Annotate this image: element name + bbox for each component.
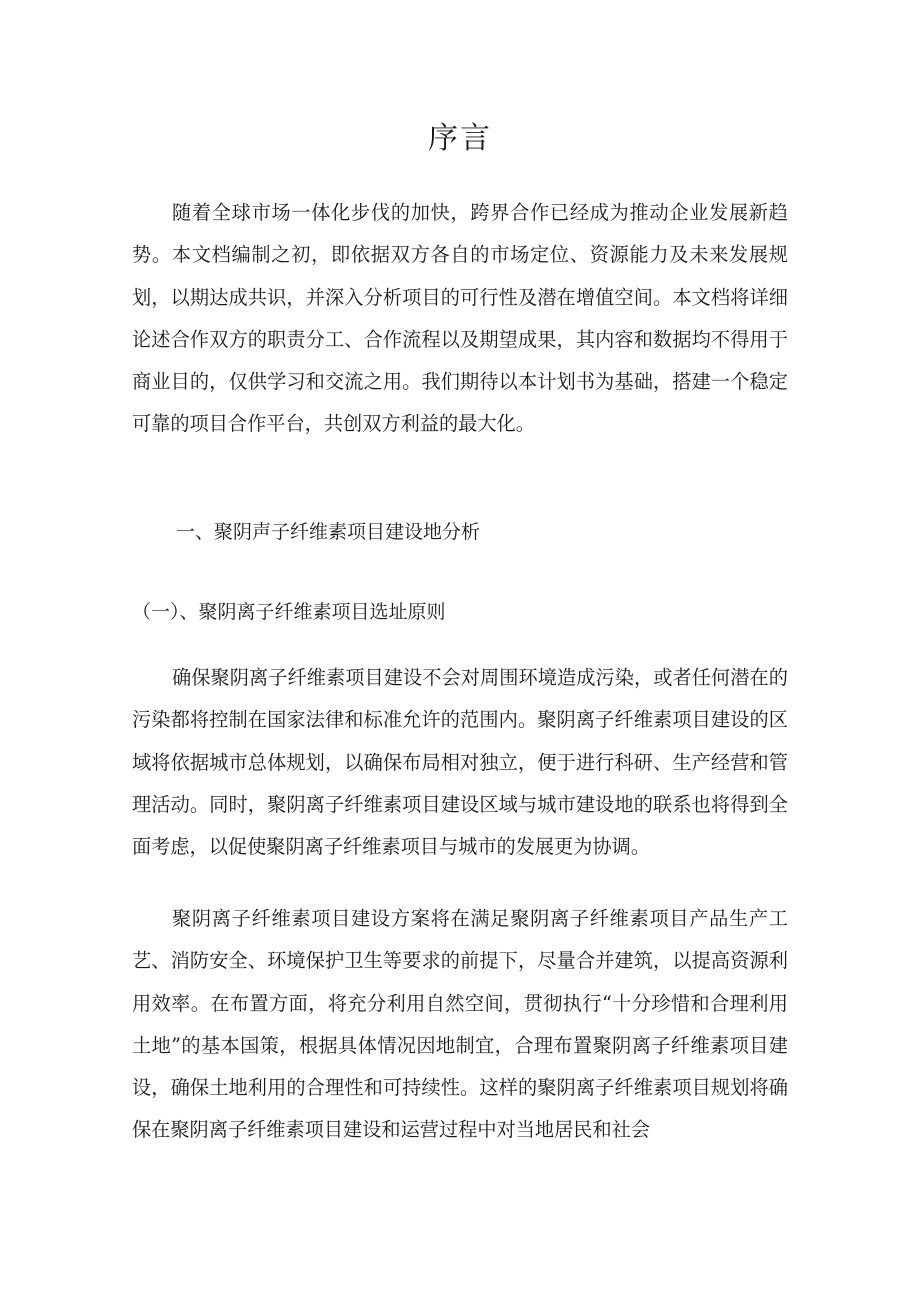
preface-paragraph: 随着全球市场一体化步伐的加快，跨界合作已经成为推动企业发展新趋势。本文档编制之初，即依据双方各自的市场定位、资源能力及未来发展规划，以期达成共识，并深入分析项目的可行性及潜在增值空间。本文档将详细论述合作双方的职责分工、合作流程以及期望成果，其内容和数据均不得用于商业目的，仅供学习和交流之用。我们期待以本计划书为基础，搭建一个稳定可靠的项目合作平台，共创双方利益的最大化。 — [132, 201, 788, 436]
page-title: 序言 — [428, 121, 492, 156]
section-heading: 一、聚阴声子纤维素项目建设地分析 — [176, 521, 481, 543]
body-paragraph-1: 确保聚阴离子纤维素项目建设不会对周围环境造成污染，或者任何潜在的污染都将控制在国家法律和标准允许的范围内。聚阴离子纤维素项目建设的区域将依据城市总体规划，以确保布局相对独立，便于进行科研、生产经营和管理活动。同时，聚阴离子纤维素项目建设区域与城市建设地的联系也将得到全面考虑，以促使聚阴离子纤维素项目与城市的发展更为协调。 — [132, 666, 788, 859]
body-paragraph-2: 聚阴离子纤维素项目建设方案将在满足聚阴离子纤维素项目产品生产工艺、消防安全、环境保护卫生等要求的前提下，尽量合并建筑，以提高资源利用效率。在布置方面，将充分利用自然空间，贯彻执行“十分珍惜和合理利用土地”的基本国策，根据具体情况因地制宜，合理布置聚阴离子纤维素项目建设，确保土地利用的合理性和可持续性。这样的聚阴离子纤维素项目规划将确保在聚阴离子纤维素项目建设和运营过程中对当地居民和社会 — [132, 907, 788, 1142]
subsection-heading: （一）、聚阴离子纤维素项目选址原则 — [132, 601, 446, 623]
